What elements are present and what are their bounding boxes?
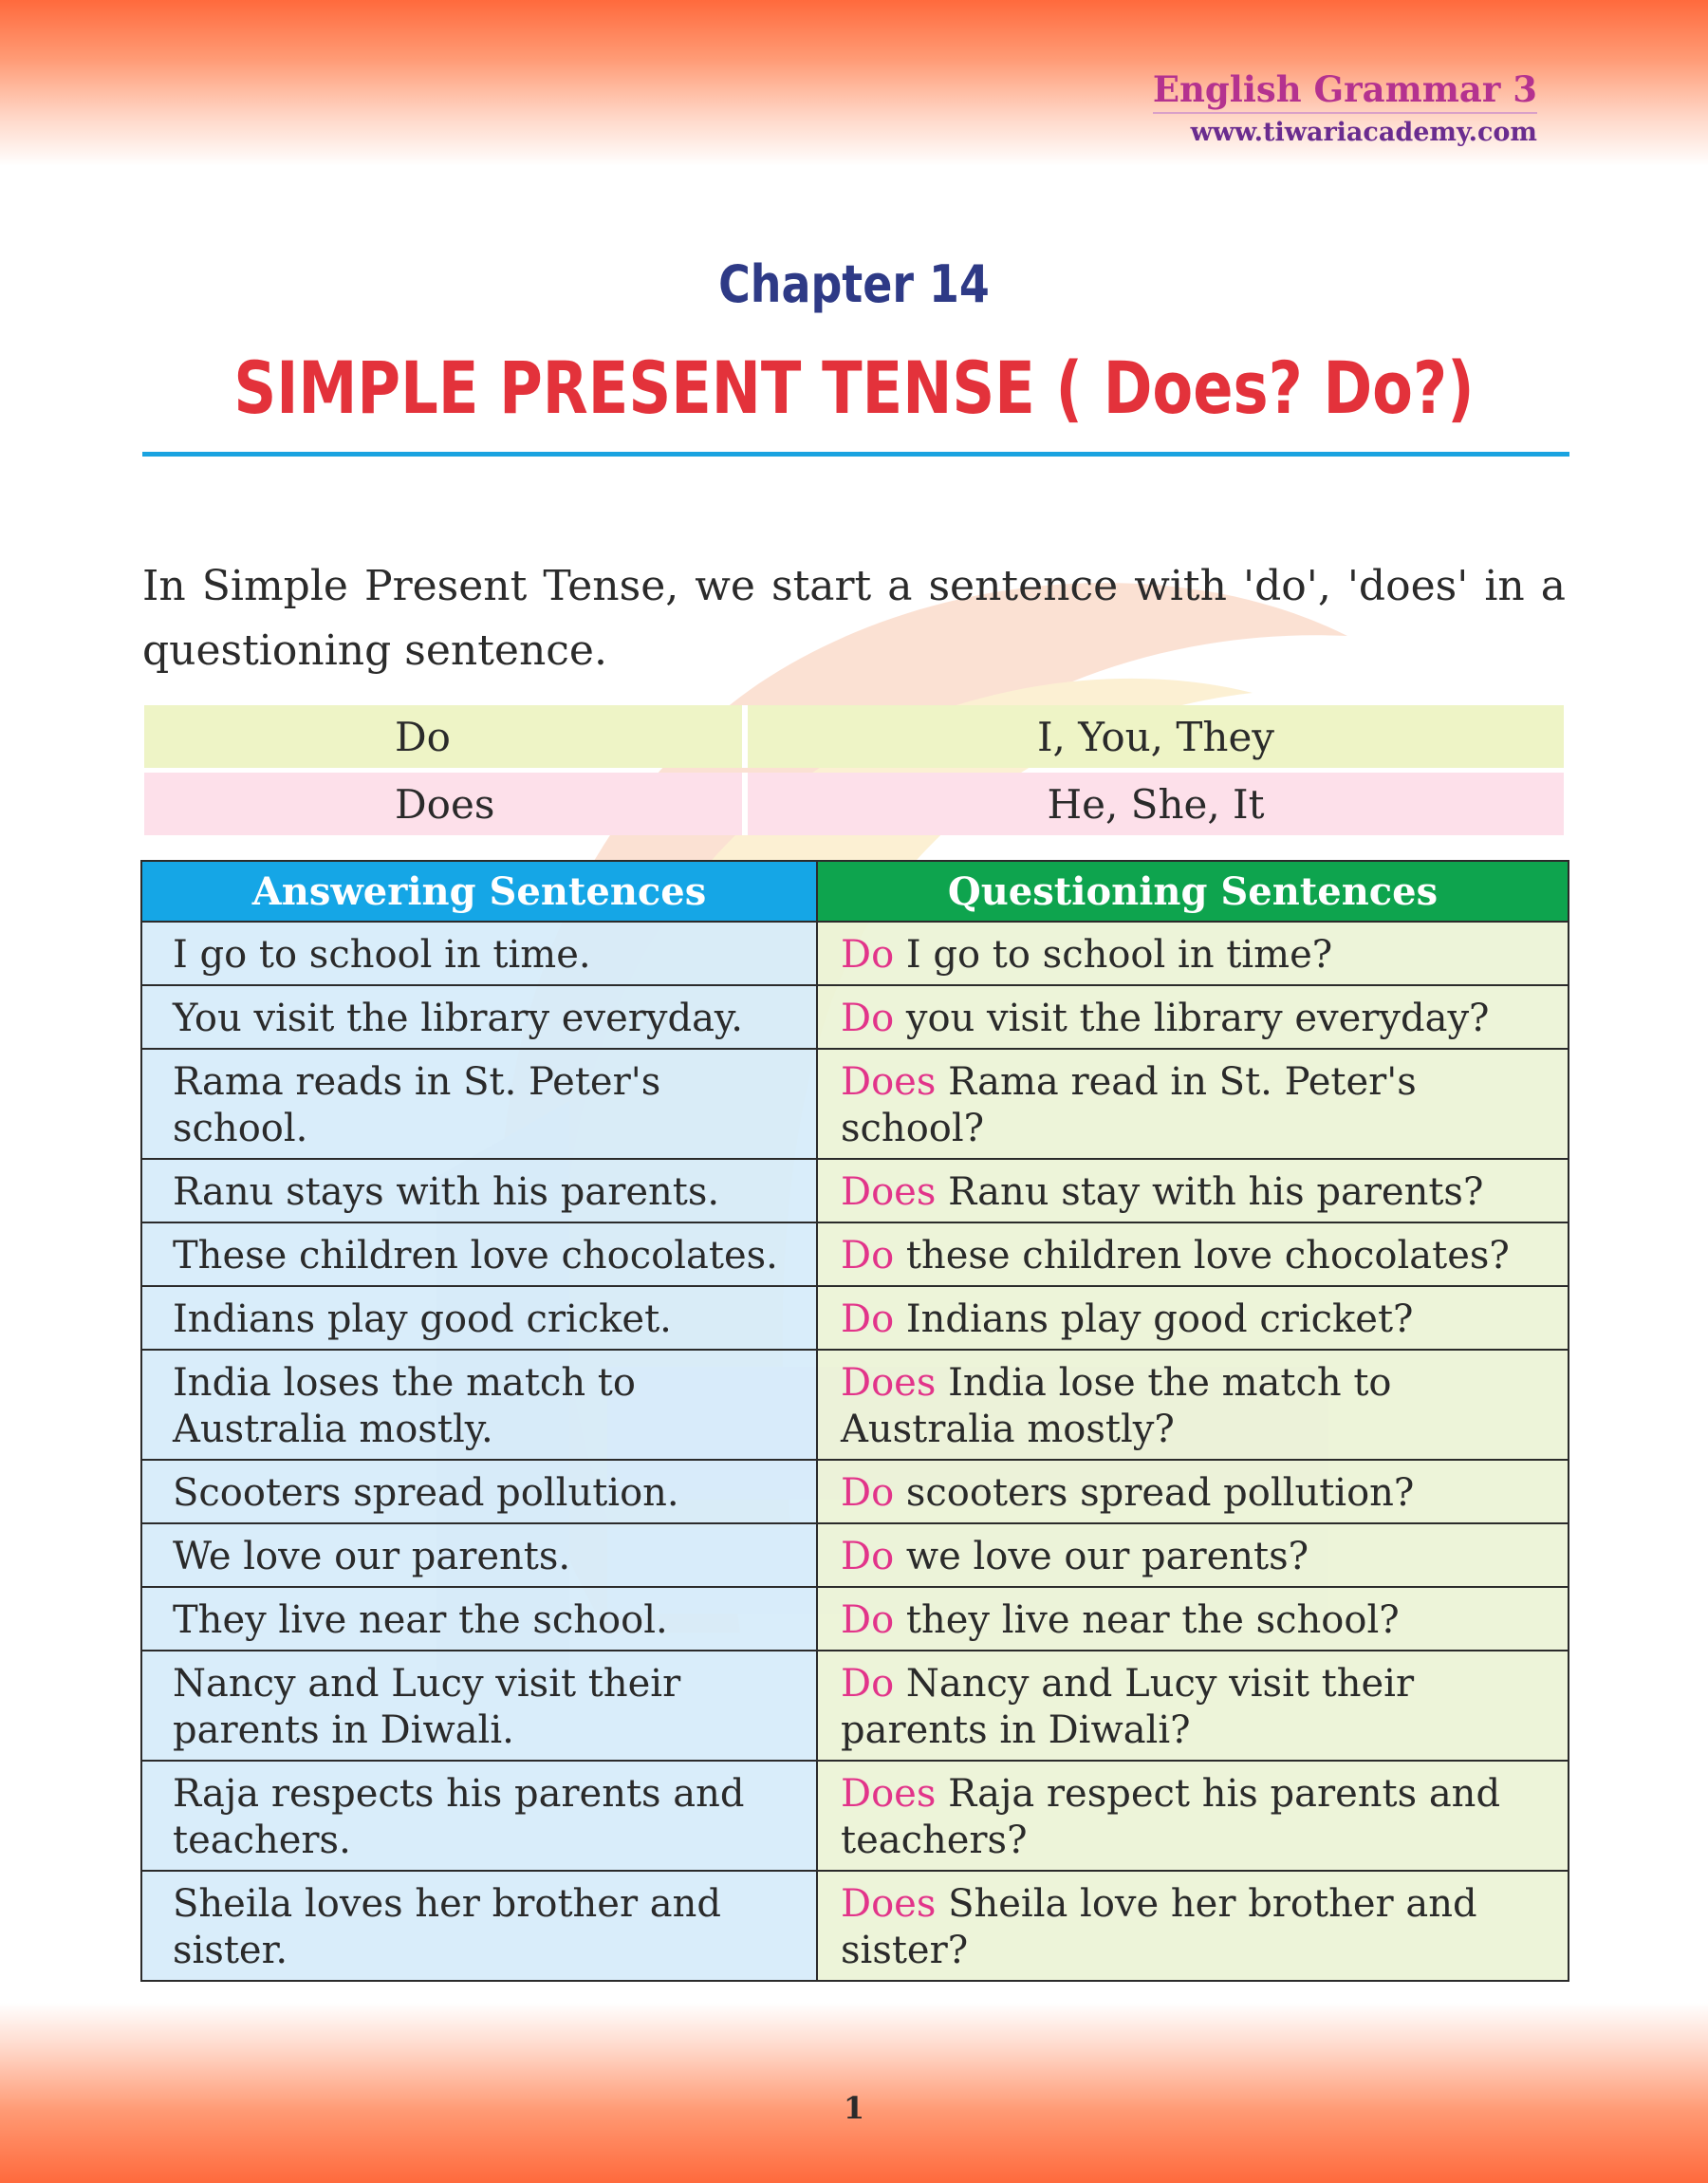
brand-block [1153,66,1537,150]
aux-verb: Does [841,1361,937,1405]
question-cell [817,1460,1569,1523]
question-text: Raja respect his parents and teachers? [841,1772,1501,1862]
aux-verb: Do [841,1598,895,1642]
pronoun-table [144,700,1564,840]
pronoun-verb: Do [144,705,748,768]
table-row [141,1651,1569,1761]
answer-cell: You visit the library everyday. [141,985,817,1049]
question-cell [817,985,1569,1049]
table-row [141,1350,1569,1460]
question-text: we love our parents? [894,1535,1309,1578]
page-title: SIMPLE PRESENT TENSE ( Does? Do?) [233,345,1475,430]
question-text: Indians play good cricket? [894,1297,1414,1341]
brand-url[interactable]: www.tiwariacademy.com [1153,112,1537,150]
header-questioning: Questioning Sentences [817,861,1569,922]
answer-cell: They live near the school. [141,1587,817,1651]
pronoun-subjects: He, She, It [748,773,1564,835]
pronoun-subjects: I, You, They [748,705,1564,768]
intro-paragraph: In Simple Present Tense, we start a sentence with 'do', 'does' in a questioning sentence. [142,562,1566,675]
question-text: scooters spread pollution? [894,1471,1415,1515]
answer-cell: Scooters spread pollution. [141,1460,817,1523]
page-number: 1 [843,2090,865,2126]
answer-cell: India loses the match to Australia mostly. [141,1350,817,1460]
aux-verb: Do [841,1234,895,1278]
question-text: these children love chocolates? [894,1234,1510,1278]
question-cell [817,1651,1569,1761]
pronoun-verb: Does [144,773,748,835]
brand-title: English Grammar 3 [1152,68,1537,110]
answer-cell: Indians play good cricket. [141,1286,817,1350]
question-cell [817,922,1569,985]
answer-cell: Nancy and Lucy visit their parents in Diwali. [141,1651,817,1761]
table-row [141,1761,1569,1871]
pronoun-row [144,705,1564,768]
question-cell [817,1523,1569,1587]
table-row [141,1460,1569,1523]
answer-cell: I go to school in time. [141,922,817,985]
question-text: Rama read in St. Peter's school? [841,1060,1417,1150]
aux-verb: Do [841,1297,895,1341]
table-row [141,1159,1569,1222]
table-row [141,985,1569,1049]
aux-verb: Do [841,997,895,1040]
sentences-header-row [141,861,1569,922]
aux-verb: Does [841,1170,937,1214]
question-text: they live near the school? [894,1598,1400,1642]
question-text: Sheila love her brother and sister? [841,1882,1477,1972]
aux-verb: Do [841,1535,895,1578]
aux-verb: Does [841,1060,937,1104]
question-cell [817,1761,1569,1871]
table-row [141,922,1569,985]
answer-cell: Sheila loves her brother and sister. [141,1871,817,1981]
sentences-table [140,860,1569,1982]
title-divider [142,452,1569,457]
question-cell [817,1587,1569,1651]
answer-cell: Rama reads in St. Peter's school. [141,1049,817,1159]
table-row [141,1222,1569,1286]
question-cell [817,1350,1569,1460]
question-text: Nancy and Lucy visit their parents in Diwali? [841,1662,1415,1752]
pronoun-row [144,773,1564,835]
aux-verb: Does [841,1882,937,1926]
answer-cell: We love our parents. [141,1523,817,1587]
answer-cell: Ranu stays with his parents. [141,1159,817,1222]
aux-verb: Do [841,933,895,977]
table-row [141,1587,1569,1651]
aux-verb: Does [841,1772,937,1816]
question-cell [817,1049,1569,1159]
question-cell [817,1871,1569,1981]
table-row [141,1523,1569,1587]
aux-verb: Do [841,1471,895,1515]
question-text: you visit the library everyday? [894,997,1490,1040]
chapter-label: Chapter 14 [718,254,990,314]
question-cell [817,1222,1569,1286]
aux-verb: Do [841,1662,895,1706]
question-cell [817,1286,1569,1350]
answer-cell: Raja respects his parents and teachers. [141,1761,817,1871]
question-text: India lose the match to Australia mostly? [841,1361,1392,1451]
header-answering: Answering Sentences [141,861,817,922]
question-text: Ranu stay with his parents? [936,1170,1484,1214]
table-row [141,1871,1569,1981]
question-cell [817,1159,1569,1222]
answer-cell: These children love chocolates. [141,1222,817,1286]
question-text: I go to school in time? [894,933,1333,977]
table-row [141,1286,1569,1350]
table-row [141,1049,1569,1159]
